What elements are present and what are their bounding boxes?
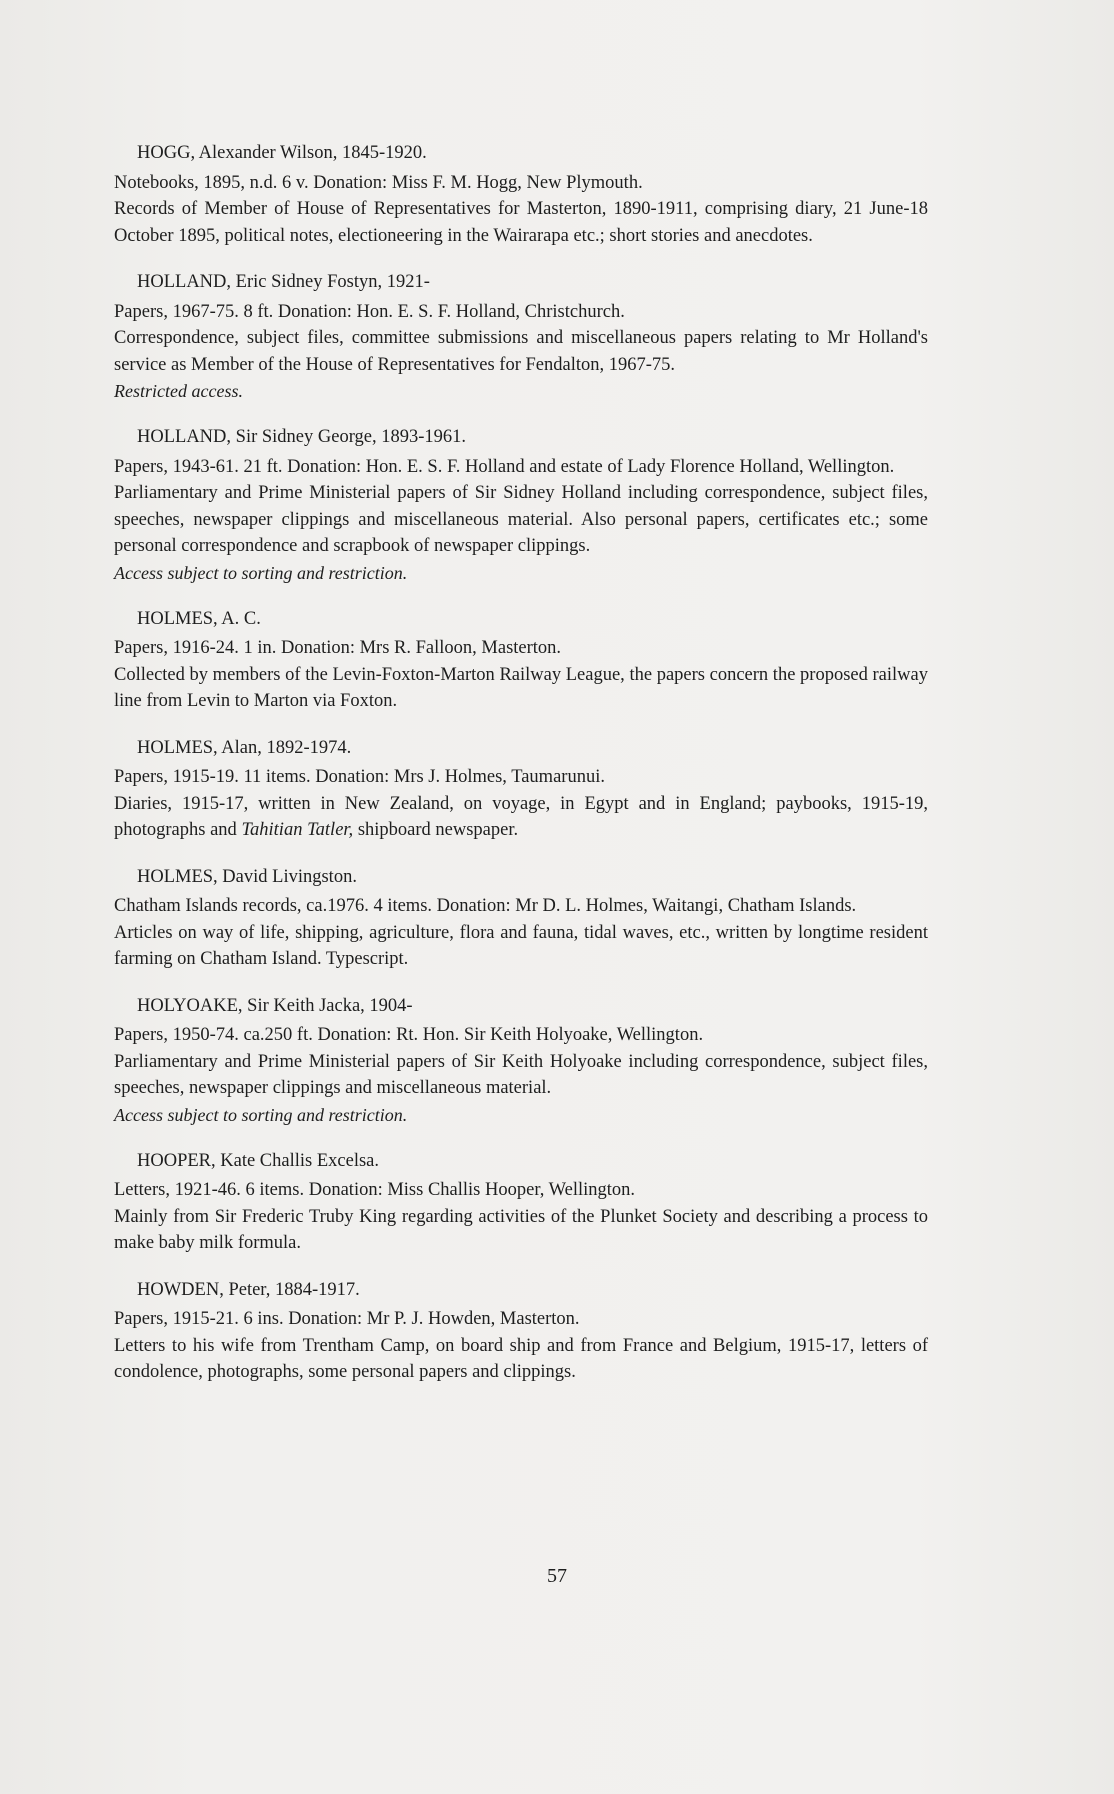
entry-heading: HOLMES, David Livingston. — [137, 866, 357, 887]
entry-description — [114, 791, 928, 844]
entry-holland-eric — [114, 269, 928, 404]
description-text: shipboard newspaper. — [357, 820, 519, 840]
page-number: 57 — [547, 1565, 567, 1587]
catalogue-entries — [114, 140, 928, 1406]
entry-description: Articles on way of life, shipping, agriculture, flora and fauna, tidal waves, etc., written by longtime resident farming on Chatham Island. Typescript. — [114, 922, 928, 969]
entry-heading: HOLMES, A. C. — [137, 608, 261, 629]
entry-description: Correspondence, subject files, committee submissions and miscellaneous papers relating to Mr Holland's service as Member of the House of Representatives for Fendalton, 1967-75. — [114, 328, 928, 375]
entry-access-note: Access subject to sorting and restriction. — [114, 562, 408, 583]
entry-details: Papers, 1916-24. 1 in. Donation: Mrs R. Falloon, Masterton. — [114, 638, 562, 658]
entry-details: Papers, 1950-74. ca.250 ft. Donation: Rt. Hon. Sir Keith Holyoake, Wellington. — [114, 1025, 704, 1045]
entry-description: Letters to his wife from Trentham Camp, on board ship and from France and Belgium, 1915-17, letters of condolence, photographs, some personal papers and clippings. — [114, 1335, 928, 1382]
entry-details: Papers, 1943-61. 21 ft. Donation: Hon. E. S. F. Holland and estate of Lady Florence Holland, Wellington. — [114, 456, 895, 477]
entry-holland-sidney — [114, 424, 928, 586]
entry-howden — [114, 1277, 928, 1386]
entry-details: Chatham Islands records, ca.1976. 4 items. Donation: Mr D. L. Holmes, Waitangi, Chatham Islands. — [114, 896, 857, 916]
entry-heading: HOLYOAKE, Sir Keith Jacka, 1904- — [137, 995, 413, 1016]
entry-details: Papers, 1915-21. 6 ins. Donation: Mr P. J. Howden, Masterton. — [114, 1309, 580, 1329]
entry-details: Notebooks, 1895, n.d. 6 v. Donation: Miss F. M. Hogg, New Plymouth. — [114, 172, 643, 193]
entry-holyoake — [114, 993, 928, 1128]
entry-description: Parliamentary and Prime Ministerial papers of Sir Keith Holyoake including correspondence, subject files, speeches, newspaper clippings and miscellaneous material. — [114, 1051, 928, 1098]
entry-heading: HOLLAND, Eric Sidney Fostyn, 1921- — [137, 272, 430, 292]
entry-holmes-ac — [114, 606, 928, 715]
entry-heading: HOWDEN, Peter, 1884-1917. — [137, 1279, 360, 1300]
entry-details: Letters, 1921-46. 6 items. Donation: Miss Challis Hooper, Wellington. — [114, 1180, 636, 1200]
entry-heading: HOLMES, Alan, 1892-1974. — [137, 737, 352, 758]
entry-hogg — [114, 140, 928, 249]
entry-hooper — [114, 1148, 928, 1257]
entry-description: Records of Member of House of Representatives for Masterton, 1890-1911, comprising diary, 21 June-18 October 1895, political notes, electioneering in the Wairarapa etc.; short stories and anecdotes. — [114, 199, 928, 246]
newspaper-title: Tahitian Tatler, — [241, 820, 354, 840]
entry-access-note: Access subject to sorting and restriction. — [114, 1104, 408, 1125]
entry-details: Papers, 1915-19. 11 items. Donation: Mrs J. Holmes, Taumarunui. — [114, 767, 605, 787]
entry-heading: HOGG, Alexander Wilson, 1845-1920. — [137, 143, 427, 163]
entry-heading: HOLLAND, Sir Sidney George, 1893-1961. — [137, 427, 467, 447]
entry-heading: HOOPER, Kate Challis Excelsa. — [137, 1150, 379, 1171]
entry-details: Papers, 1967-75. 8 ft. Donation: Hon. E. S. F. Holland, Christchurch. — [114, 301, 625, 322]
entry-holmes-alan — [114, 735, 928, 844]
description-text: Diaries, 1915-17, written in New Zealand, on voyage, in Egypt and in England; paybooks, 1915-19, photographs and — [114, 793, 928, 840]
entry-description: Parliamentary and Prime Ministerial papers of Sir Sidney Holland including correspondence, subject files, speeches, newspaper clippings and miscellaneous material. Also personal papers, certificates etc.; some personal correspondence and scrapbook of newspaper clippings. — [114, 483, 928, 556]
entry-description: Mainly from Sir Frederic Truby King regarding activities of the Plunket Society and describing a process to make baby milk formula. — [114, 1206, 928, 1253]
entry-holmes-david — [114, 864, 928, 973]
entry-description: Collected by members of the Levin-Foxton-Marton Railway League, the papers concern the proposed railway line from Levin to Marton via Foxton. — [114, 664, 928, 711]
entry-access-note: Restricted access. — [114, 381, 243, 401]
